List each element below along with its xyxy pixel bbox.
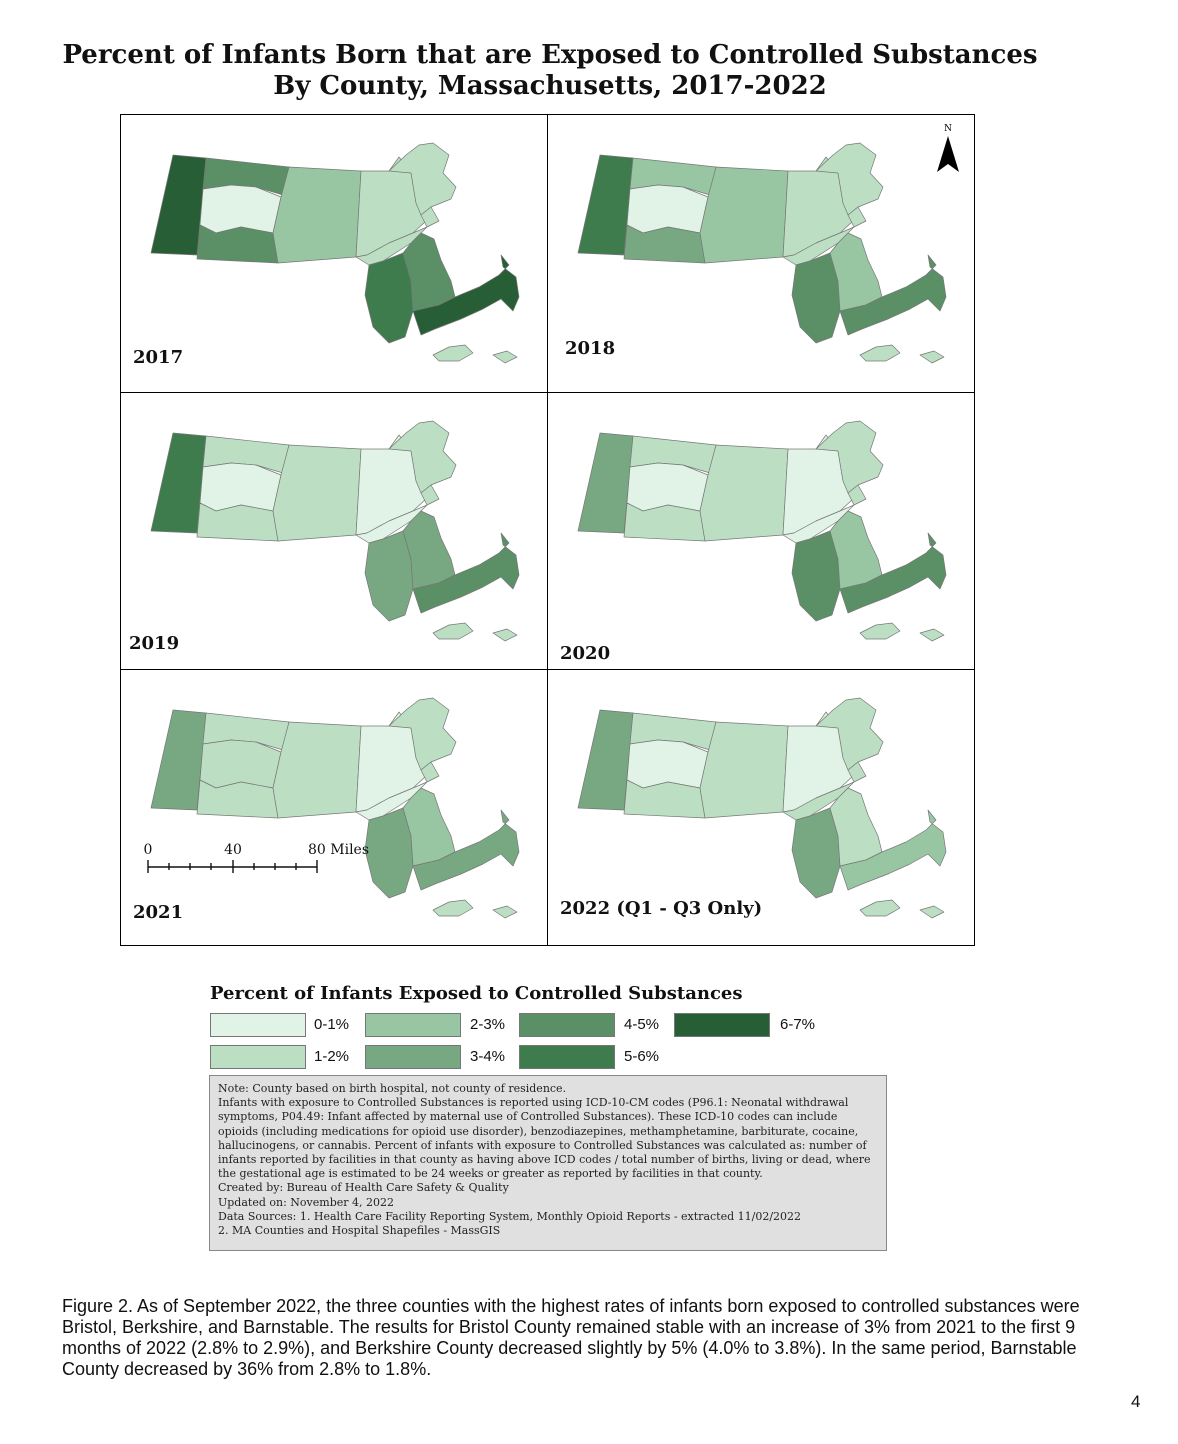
legend-label-6-7: 6-7% [780, 1016, 816, 1033]
county-berkshire [578, 710, 633, 810]
scale-label-0: 0 [143, 842, 153, 858]
county-dukes [860, 623, 900, 639]
north-arrow-icon [937, 136, 959, 172]
county-nantucket [920, 351, 944, 363]
map-year-label: 2018 [565, 338, 616, 359]
title-line-1: Percent of Infants Born that are Exposed to Controlled Substances [62, 40, 1038, 70]
county-bristol [365, 253, 413, 343]
county-nantucket [920, 906, 944, 918]
county-berkshire [578, 155, 633, 255]
map-year-label: 2019 [129, 633, 180, 654]
county-berkshire [578, 433, 633, 533]
note-line: the gestational age is estimated to be 24 weeks or greater as reported by facilities in that county. [218, 1167, 763, 1181]
county-nantucket [493, 906, 517, 918]
legend-swatch-1-2 [210, 1045, 306, 1069]
note-line: symptoms, P04.49: Infant affected by maternal use of Controlled Substances). These ICD-10 codes can include [218, 1110, 838, 1124]
county-dukes [860, 345, 900, 361]
county-map [548, 393, 975, 670]
note-line: Data Sources: 1. Health Care Facility Reporting System, Monthly Opioid Reports - extracted 11/02/2022 [218, 1209, 802, 1223]
county-berkshire [151, 155, 206, 255]
map-year-label: 2021 [133, 902, 184, 923]
grid-divider-vertical [547, 115, 548, 945]
legend-swatch-2-3 [365, 1013, 461, 1037]
legend-title: Percent of Infants Exposed to Controlled Substances [210, 983, 743, 1004]
legend-label-0-1: 0-1% [314, 1016, 350, 1033]
legend-swatch-4-5 [519, 1013, 615, 1037]
county-hampshire [627, 185, 708, 233]
county-worcester [700, 722, 788, 818]
county-dukes [433, 345, 473, 361]
note-line: opioids (including medications for opioid use disorder), benzodiazepines, methamphetamine, barbiturate, cocaine, [218, 1124, 859, 1138]
legend-label-4-5: 4-5% [624, 1016, 660, 1033]
note-line: 2. MA Counties and Hospital Shapefiles - MassGIS [218, 1224, 501, 1238]
note-line: infants reported by facilities in that county as having above ICD codes / total number of births, living or dead, where [218, 1153, 871, 1167]
note-line: Note: County based on birth hospital, not county of residence. [218, 1082, 567, 1095]
map-grid [120, 114, 975, 946]
county-dukes [433, 900, 473, 916]
county-map [121, 393, 548, 670]
legend-swatch-5-6 [519, 1045, 615, 1069]
county-worcester [273, 722, 361, 818]
county-worcester [273, 445, 361, 541]
county-map [121, 115, 548, 392]
map-panel-2021 [121, 670, 548, 947]
title-line-2: By County, Massachusetts, 2017-2022 [273, 71, 827, 101]
map-panel-2022 [548, 670, 975, 947]
north-arrow [933, 122, 963, 174]
map-year-label: 2017 [133, 347, 184, 368]
map-year-label: 2020 [560, 643, 611, 664]
county-nantucket [493, 629, 517, 641]
map-year-label: 2022 (Q1 - Q3 Only) [560, 898, 763, 919]
county-worcester [273, 167, 361, 263]
county-bristol [792, 808, 840, 898]
county-hampshire [200, 185, 281, 233]
county-hampshire [200, 740, 281, 788]
legend-label-5-6: 5-6% [624, 1048, 660, 1065]
legend-swatch-6-7 [674, 1013, 770, 1037]
page-number: 4 [1131, 1392, 1141, 1411]
note-line: hallucinogens, or cannabis. Percent of infants with exposure to Controlled Substances was calculated as: number of [218, 1138, 867, 1152]
grid-divider-1 [121, 392, 974, 393]
grid-divider-2 [121, 669, 974, 670]
county-worcester [700, 167, 788, 263]
note-box [209, 1075, 887, 1251]
note-line: Updated on: November 4, 2022 [218, 1195, 394, 1209]
county-bristol [792, 253, 840, 343]
note-line: Infants with exposure to Controlled Substances is reported using ICD-10-CM codes (P96.1: Neonatal withdrawal [218, 1096, 849, 1110]
legend-label-3-4: 3-4% [470, 1048, 506, 1065]
scale-ticks [148, 860, 317, 873]
note-line: Created by: Bureau of Health Care Safety & Quality [218, 1181, 509, 1195]
figure-caption: Figure 2. As of September 2022, the three counties with the highest rates of infants born exposed to controlled substances were Bristol, Berkshire, and Barnstable. The results for Bristol County remained stable with an increase of 3% from 2021 to the first 9 months of 2022 (2.8% to 2.9%), and Berkshire County decreased slightly by 5% (4.0% to 3.8%). In the same period, Barnstable County decreased by 36% from 2.8% to 1.8%. [62, 1296, 1080, 1379]
north-label: N [944, 124, 952, 134]
scale-bar [140, 838, 380, 878]
map-panel-2018 [548, 115, 975, 392]
county-berkshire [151, 433, 206, 533]
legend-swatch-0-1 [210, 1013, 306, 1037]
scale-label-40: 40 [224, 842, 242, 858]
county-dukes [433, 623, 473, 639]
map-panel-2020 [548, 393, 975, 670]
page-title [0, 40, 1100, 102]
county-hampshire [200, 463, 281, 511]
scale-label-80: 80 Miles [308, 842, 370, 858]
legend-label-1-2: 1-2% [314, 1048, 350, 1065]
county-berkshire [151, 710, 206, 810]
county-nantucket [920, 629, 944, 641]
legend-label-2-3: 2-3% [470, 1016, 506, 1033]
map-panel-2019 [121, 393, 548, 670]
map-panel-2017 [121, 115, 548, 392]
legend-swatch-3-4 [365, 1045, 461, 1069]
county-bristol [792, 531, 840, 621]
county-worcester [700, 445, 788, 541]
county-hampshire [627, 463, 708, 511]
county-dukes [860, 900, 900, 916]
county-nantucket [493, 351, 517, 363]
county-map [121, 670, 548, 947]
county-bristol [365, 531, 413, 621]
county-hampshire [627, 740, 708, 788]
